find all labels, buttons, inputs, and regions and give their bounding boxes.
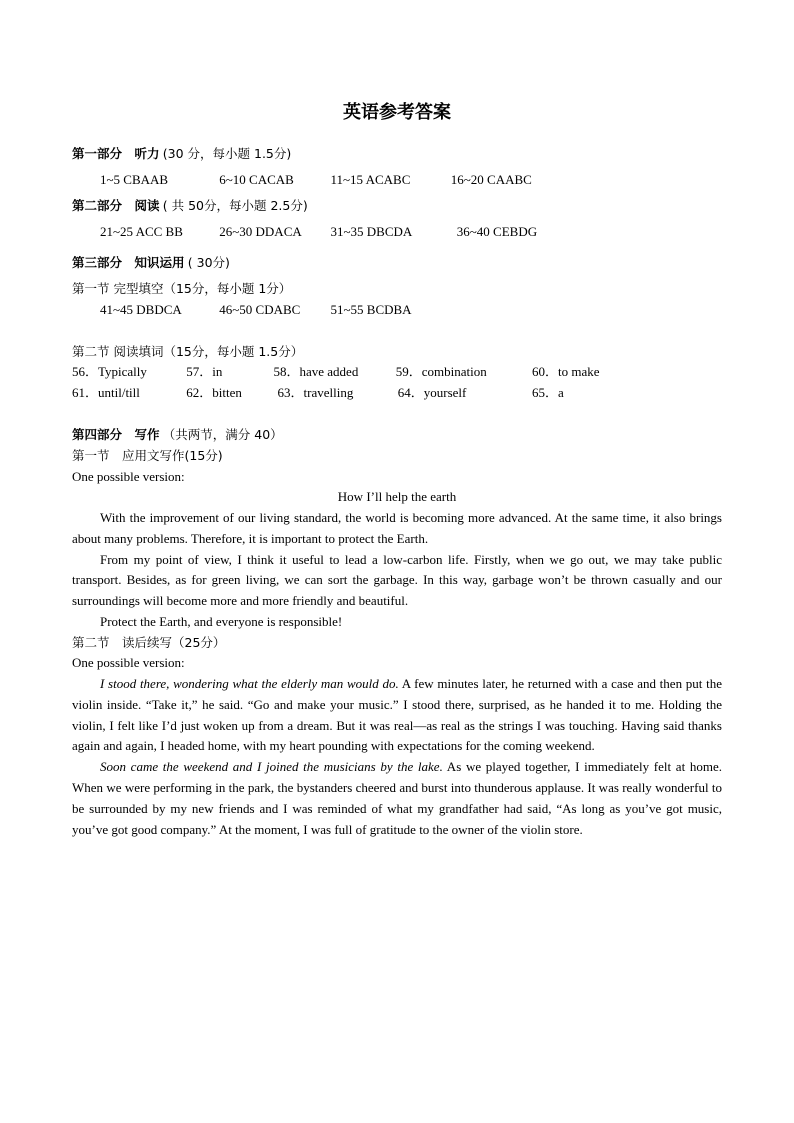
part2-answers xyxy=(100,223,537,241)
answer-item: 56．Typically xyxy=(72,364,147,379)
answer-item: 57．in xyxy=(186,364,223,379)
answer-item: 59．combination xyxy=(395,364,487,379)
answer-group: 11~15 ACABC xyxy=(330,172,411,187)
part3-section2-row2 xyxy=(72,384,564,402)
answer-group: 51~55 BCDBA xyxy=(330,302,412,317)
essay-title: How I’ll help the earth xyxy=(337,489,457,504)
continuation-paragraph xyxy=(72,674,722,757)
part3-heading xyxy=(72,254,230,272)
page-title: 英语参考答案 xyxy=(343,102,451,123)
part1-score: (30 分，每小题 1.5分) xyxy=(162,146,292,161)
part1-header: 第一部分 听力 xyxy=(72,146,160,161)
answer-item: 62．bitten xyxy=(186,385,242,400)
version-label: One possible version: xyxy=(72,655,185,670)
essay-paragraph: From my point of view, I think it useful to lead a low-carbon life. Firstly, when we go out, we may take public transport. Besides, as for green living, we can sort the garbage. In this way, garbage won’t be thrown casually and our surroundings will become more and more friendly and beautiful. xyxy=(72,551,722,609)
part4-score: （共两节，满分 40） xyxy=(162,427,283,442)
answer-group: 31~35 DBCDA xyxy=(330,224,413,239)
answer-item: 64．yourself xyxy=(397,385,467,400)
part2-heading xyxy=(72,197,308,215)
part1-answers xyxy=(100,171,532,189)
part1-heading xyxy=(72,145,291,163)
essay-paragraph: Protect the Earth, and everyone is responsible! xyxy=(100,613,343,629)
answer-item: 61．until/till xyxy=(72,385,140,400)
answer-group: 1~5 CBAAB xyxy=(100,172,169,187)
continuation-paragraph xyxy=(72,757,722,840)
continuation-body xyxy=(72,674,722,840)
essay-body xyxy=(72,508,722,633)
version-label: One possible version: xyxy=(72,469,185,484)
part3-section2-header: 第二节 阅读填词（15分，每小题 1.5分） xyxy=(72,344,304,359)
answer-item: 58．have added xyxy=(273,364,359,379)
answer-group: 21~25 ACC BB xyxy=(100,224,183,239)
answer-item: 65．a xyxy=(532,385,564,400)
part2-score: ( 共 50分，每小题 2.5分) xyxy=(162,198,308,213)
answer-group: 26~30 DDACA xyxy=(219,224,302,239)
part3-section1-header: 第一节 完型填空（15分，每小题 1分） xyxy=(72,281,292,296)
part3-header: 第三部分 知识运用 xyxy=(72,255,185,270)
answer-group: 36~40 CEBDG xyxy=(456,224,538,239)
part4-heading xyxy=(72,426,283,444)
essay-paragraph: With the improvement of our living standard, the world is becoming more advanced. At the same time, it also brings about many problems. Therefore, it is important to protect the Earth. xyxy=(72,510,722,546)
part3-section2-row1 xyxy=(72,363,600,381)
part4-section1-header: 第一节 应用文写作(15分) xyxy=(72,448,223,463)
answer-group: 6~10 CACAB xyxy=(219,172,294,187)
answer-group: 16~20 CAABC xyxy=(450,172,532,187)
paragraph-text: As we played together, I immediately felt at home. When we were performing in the park, the bystanders cheered and burst into thunderous applause. It was really wonderful to be surrounded by my new friends and I was reminded of what my grandfather had said, “As long as you’ve got music, you’ve got good company.” At the moment, I was full of gratitude to the owner of the violin store. xyxy=(72,759,722,837)
part3-section1-answers xyxy=(100,301,412,319)
answer-group: 46~50 CDABC xyxy=(219,302,301,317)
answer-item: 60．to make xyxy=(532,364,600,379)
answer-item: 63．travelling xyxy=(277,385,354,400)
part2-header: 第二部分 阅读 xyxy=(72,198,160,213)
given-opening-sentence: Soon came the weekend and I joined the musicians by the lake. xyxy=(100,759,443,775)
part4-section2-header: 第二节 读后续写（25分） xyxy=(72,635,226,650)
given-opening-sentence: I stood there, wondering what the elderly man would do. xyxy=(100,676,399,691)
paragraph-text: A few minutes later, he returned with a case and then put the violin inside. “Take it,” he said. “Go and make your music.” I stood there, surprised, as he handed it to me. Holding the violin, I felt like I’d just woken up from a dream. But it was real—as real as the strings I was touching. Having said thanks again and again, I headed home, with my heart pounding with expectations for the coming weekend. xyxy=(72,676,722,754)
answer-group: 41~45 DBDCA xyxy=(100,302,182,317)
part3-score: ( 30分) xyxy=(187,255,230,270)
part4-header: 第四部分 写作 xyxy=(72,427,160,442)
